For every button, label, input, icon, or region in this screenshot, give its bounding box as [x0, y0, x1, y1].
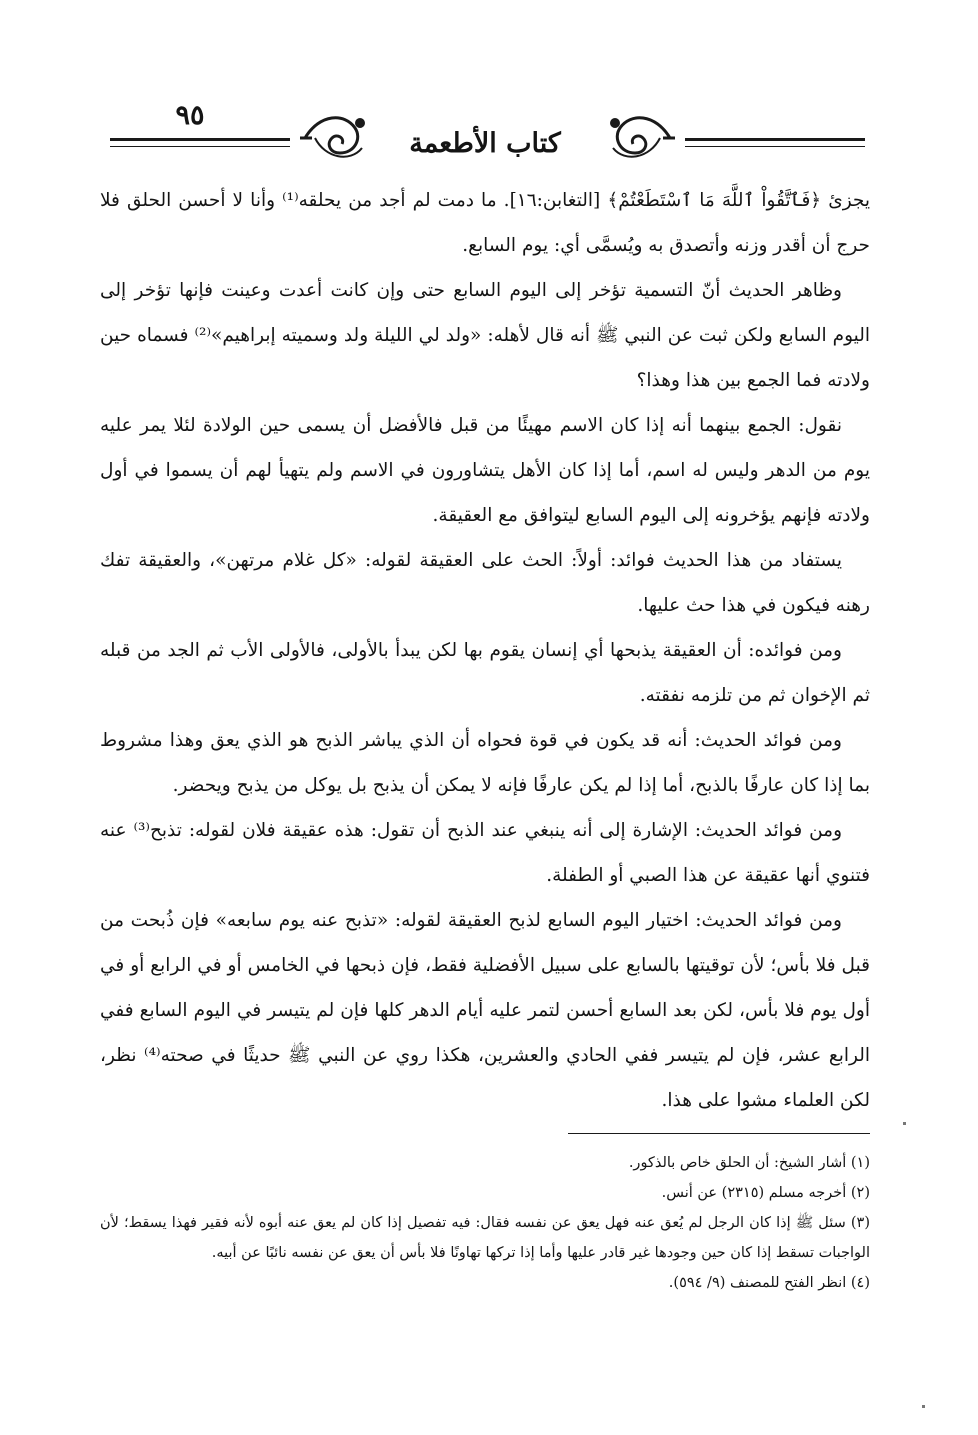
footnote: (٢) أخرجه مسلم (٢٣١٥) عن أنس.	[661, 1185, 870, 1201]
paragraph: ومن فوائد الحديث: اختيار اليوم السابع لذبح العقيقة لقوله: «تذبح عنه يوم سابعه» فإن ذُبحت من قبل فلا بأس؛ لأن توقيتها بالسابع على سبيل الأفضلية فقط، فإن ذبحها في الخامس أو في الرابع أو في أول يوم فلا بأس، لكن بعد السابع أحسن لتمر عليه أيام الدهر كلها فإن لم يتيسر في اليوم السابع ففي الرابع عشر، فإن لم يتيسر ففي الحادي والعشرين، هكذا روي عن النبي ﷺ حديثًا في صحته⁽⁴⁾ نظر، لكن العلماء مشوا على هذا.	[100, 910, 870, 1111]
footnotes	[100, 1148, 870, 1298]
header-rule-left	[110, 138, 290, 141]
footnote-divider	[568, 1133, 870, 1134]
paragraph: ومن فوائده: أن العقيقة يذبحها أي إنسان يقوم بها لكن يبدأ بالأولى، فالأولى الأب ثم الجد من قبله ثم الإخوان ثم من تلزمه نفقته.	[100, 640, 870, 706]
ornament-right-icon	[605, 108, 675, 168]
paragraph: ومن فوائد الحديث: أنه قد يكون في قوة فحواه أن الذي يباشر الذبح هو الذي يعق وهذا مشروط بما إذا كان عارفًا بالذبح، أما إذا لم يكن عارفًا فإنه لا يمكن أن يذبح بل يوكل من يذبح ويحضر.	[100, 730, 870, 796]
scan-speck	[903, 1122, 906, 1125]
page-header	[110, 100, 865, 180]
header-rule-left-thin	[110, 146, 290, 147]
page-number: ٩٥	[175, 100, 205, 131]
footnote: (١) أشار الشيخ: أن الحلق خاص بالذكور.	[628, 1155, 870, 1171]
footnote: (٣) سئل ﷺ إذا كان الرجل لم يُعق عنه فهل يعق عن نفسه فقال: فيه تفصيل إذا كان لم يعق عنه أبوه لأنه فقير فهذا يسقط؛ لأن الواجبات تسقط إذا كان حين وجودها غير قادر عليها وأما إذا تركها تهاونًا فلا بأس أن يعق عن نفسه نائبًا عن أبيه.	[100, 1215, 870, 1261]
paragraph: ومن فوائد الحديث: الإشارة إلى أنه ينبغي عند الذبح أن تقول: هذه عقيقة فلان لقوله: تذبح⁽³⁾ عنه فتنوي أنها عقيقة عن هذا الصبي أو الطفلة.	[100, 820, 870, 886]
paragraph: نقول: الجمع بينهما أنه إذا كان الاسم مهيئًا من قبل فالأفضل أن يسمى حين الولادة لئلا يمر عليه يوم من الدهر وليس له اسم، أما إذا كان الأهل يتشاورون في الاسم ولم يتهيأ لهم أن يسموا في أول ولادته فإنهم يؤخرونه إلى اليوم السابع ليتوافق مع العقيقة.	[100, 415, 870, 526]
paragraph: وظاهر الحديث أنّ التسمية تؤخر إلى اليوم السابع حتى وإن كانت أعدت وعينت فإنها تؤخر إلى اليوم السابع ولكن ثبت عن النبي ﷺ أنه قال لأهله: «ولد لي الليلة ولد وسميته إبراهيم»⁽²⁾ فسماه حين ولادته فما الجمع بين هذا وهذا؟	[100, 280, 870, 391]
paragraph: يجزئ ﴿فَٱتَّقُواْ ٱللَّهَ مَا ٱسْتَطَعْتُمْ﴾ [التغابن:١٦]. ما دمت لم أجد من يحلقه⁽¹⁾ وأنا لا أحسن الحلق فلا حرج أن أقدر وزنه وأتصدق به ويُسمَّى أي: يوم السابع.	[100, 190, 870, 256]
footnote: (٤) انظر الفتح للمصنف (٩/ ٥٩٤).	[668, 1275, 870, 1291]
ornament-left-icon	[300, 108, 370, 168]
page-title: كتاب الأطعمة	[409, 128, 561, 159]
main-text	[100, 178, 870, 1123]
paragraph: يستفاد من هذا الحديث فوائد: أولاً: الحث على العقيقة لقوله: «كل غلام مرتهن»، والعقيقة تفك رهنه فيكون في هذا حث عليها.	[100, 550, 870, 616]
header-rule-right-thin	[685, 146, 865, 147]
header-rule-right	[685, 138, 865, 141]
scan-speck	[922, 1405, 925, 1408]
